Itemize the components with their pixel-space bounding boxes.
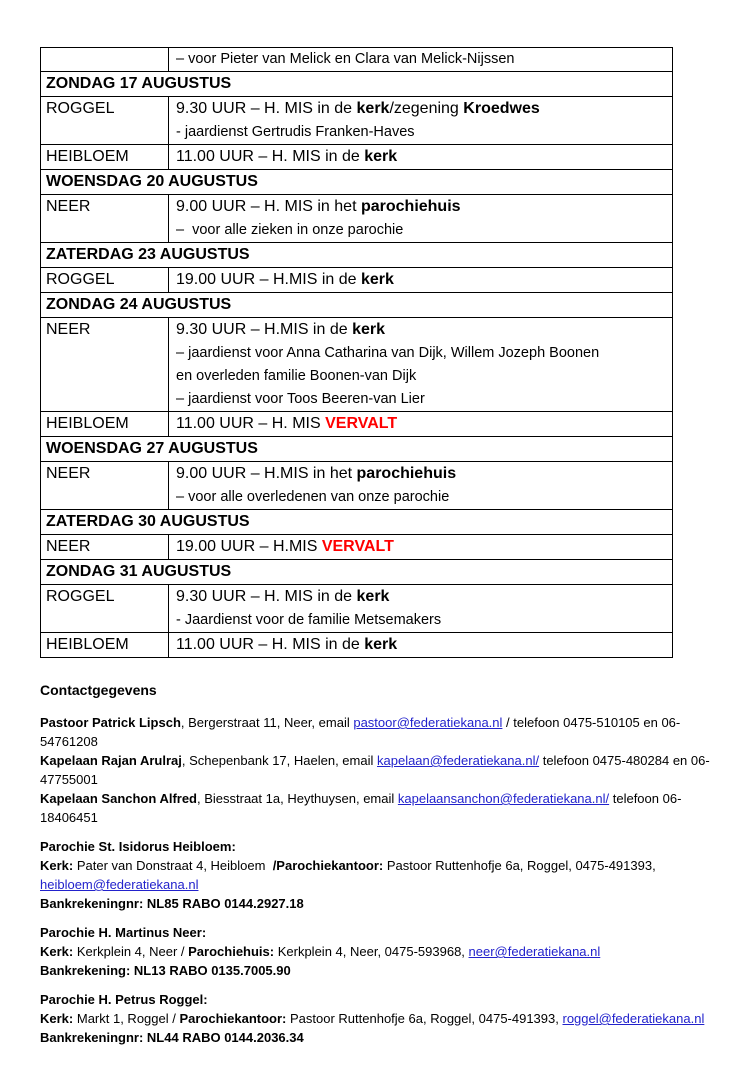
contact-line <box>40 1009 756 1028</box>
service-cell <box>169 318 673 412</box>
service-text-run: – jaardienst voor Anna Catharina van Dijk, Willem Jozeph Boonen <box>176 345 600 361</box>
service-text-run: kerk <box>352 321 385 338</box>
service-text-run: - jaardienst Gertrudis Franken-Haves <box>176 124 415 140</box>
table-entry-row <box>41 412 673 437</box>
service-cell <box>169 48 673 72</box>
contact-text-run: 18406451 <box>40 810 98 825</box>
day-header-cell: WOENSDAG 27 AUGUSTUS <box>41 437 673 462</box>
contact-text-run: Parochiehuis: <box>188 944 275 959</box>
day-header-cell: ZONDAG 24 AUGUSTUS <box>41 293 673 318</box>
service-text-run: 11.00 UUR – H. MIS <box>176 415 326 432</box>
service-time-line <box>176 462 672 486</box>
table-day-row <box>41 243 673 268</box>
service-text-run: – voor alle zieken in onze parochie <box>176 222 404 238</box>
contact-text-run: Bankrekeningnr: NL44 RABO 0144.2036.34 <box>40 1030 304 1045</box>
service-detail-line <box>176 609 672 632</box>
contact-text-run: 54761208 <box>40 734 98 749</box>
service-cell <box>169 97 673 145</box>
service-time-line <box>176 268 672 292</box>
table-entry-row <box>41 318 673 412</box>
service-cell <box>169 462 673 510</box>
table-entry-row <box>41 268 673 293</box>
day-header-cell: ZATERDAG 30 AUGUSTUS <box>41 510 673 535</box>
email-link[interactable]: heibloem@federatiekana.nl <box>40 877 199 892</box>
service-cell <box>169 585 673 633</box>
email-link[interactable]: kapelaansanchon@federatiekana.nl/ <box>397 791 610 806</box>
service-text-run: 9.30 UUR – H. MIS in de <box>176 588 357 605</box>
contact-text-run: Bankrekening: NL13 RABO 0135.7005.90 <box>40 963 291 978</box>
table-day-row <box>41 437 673 462</box>
service-text-run: Kroedwes <box>463 100 540 117</box>
day-header-cell: ZONDAG 17 AUGUSTUS <box>41 72 673 97</box>
service-text-run: kerk <box>360 271 394 288</box>
contact-line <box>40 808 756 827</box>
table-entry-row <box>41 535 673 560</box>
contact-text-run: Kerk: <box>40 1011 74 1026</box>
place-cell: NEER <box>41 462 169 510</box>
service-time-line <box>176 318 672 342</box>
contact-text-run: telefoon 0475-480284 en 06- <box>539 753 710 768</box>
contact-text-run: Kerk: <box>40 944 74 959</box>
day-header-cell: WOENSDAG 20 AUGUSTUS <box>41 170 673 195</box>
contact-block <box>40 990 756 1047</box>
contact-text-run: Parochie St. Isidorus Heibloem: <box>40 839 236 854</box>
service-detail-line <box>176 219 672 242</box>
contact-text-run: telefoon 06- <box>609 791 682 806</box>
day-header-cell: ZATERDAG 23 AUGUSTUS <box>41 243 673 268</box>
contact-text-run: Kapelaan Sanchon Alfred <box>40 791 197 806</box>
contact-text-run: , Biesstraat 1a, Heythuysen, email <box>197 791 398 806</box>
contact-line <box>40 875 756 894</box>
table-entry-row <box>41 48 673 72</box>
contact-line <box>40 732 756 751</box>
contact-line <box>40 1028 756 1047</box>
email-link[interactable]: pastoor@federatiekana.nl <box>353 715 503 730</box>
contact-text-run: Kapelaan Rajan Arulraj <box>40 753 182 768</box>
service-detail-line <box>176 388 672 411</box>
service-time-line <box>176 412 672 436</box>
place-cell: ROGGEL <box>41 268 169 293</box>
table-day-row <box>41 560 673 585</box>
email-link[interactable]: kapelaan@federatiekana.nl/ <box>377 753 540 768</box>
day-header-cell: ZONDAG 31 AUGUSTUS <box>41 560 673 585</box>
email-link[interactable]: roggel@federatiekana.nl <box>562 1011 705 1026</box>
service-detail-line <box>176 342 672 365</box>
service-text-run: parochiehuis <box>360 198 461 215</box>
service-text-run: kerk <box>364 148 398 165</box>
contact-line <box>40 856 756 875</box>
contact-text-run: Pastoor Ruttenhofje 6a, Roggel, 0475-491393, <box>286 1011 563 1026</box>
contact-block <box>40 923 756 980</box>
contact-text-run: Pastoor Patrick Lipsch <box>40 715 181 730</box>
service-text-run: kerk <box>364 636 398 653</box>
service-time-line <box>176 633 672 657</box>
place-cell: NEER <box>41 535 169 560</box>
contact-text-run: Markt 1, Roggel / <box>73 1011 180 1026</box>
contact-line <box>40 751 756 770</box>
contact-line <box>40 990 756 1009</box>
table-day-row <box>41 293 673 318</box>
table-entry-row <box>41 633 673 658</box>
place-cell: ROGGEL <box>41 585 169 633</box>
table-entry-row <box>41 195 673 243</box>
service-time-line <box>176 97 672 121</box>
service-detail-line <box>176 365 672 388</box>
contact-text-run: Parochie H. Petrus Roggel: <box>40 992 208 1007</box>
contact-block <box>40 713 756 827</box>
schedule-table-body <box>41 48 673 658</box>
service-detail-line <box>176 486 672 509</box>
service-text-run: – voor Pieter van Melick en Clara van Melick-Nijssen <box>176 51 515 67</box>
service-text-run: 9.00 UUR – H.MIS in het <box>176 465 357 482</box>
service-text-run: 19.00 UUR – H.MIS in de <box>176 271 361 288</box>
contact-text-run: Pater van Donstraat 4, Heibloem <box>73 858 273 873</box>
contact-line <box>40 942 756 961</box>
service-text-run: kerk <box>356 588 390 605</box>
contact-text-run: Kerkplein 4, Neer / <box>73 944 189 959</box>
service-time-line <box>176 145 672 169</box>
service-text-run: – jaardienst voor Toos Beeren-van Lier <box>176 391 425 407</box>
contact-line <box>40 789 756 808</box>
service-time-line <box>176 195 672 219</box>
service-cell <box>169 268 673 293</box>
service-cell <box>169 633 673 658</box>
service-text-run: 19.00 UUR – H.MIS <box>176 538 322 555</box>
place-cell <box>41 48 169 72</box>
contact-text-run: Pastoor Ruttenhofje 6a, Roggel, 0475-491393, <box>383 858 656 873</box>
contact-line <box>40 770 756 789</box>
contact-text-run: /Parochiekantoor: <box>272 858 384 873</box>
service-text-run: VERVALT <box>325 415 398 432</box>
table-day-row <box>41 72 673 97</box>
contact-section <box>40 682 756 1047</box>
contact-text-run: Kerk: <box>40 858 74 873</box>
service-text-run: parochiehuis <box>356 465 457 482</box>
service-text-run: – voor alle overledenen van onze parochie <box>176 489 450 505</box>
service-text-run: 9.30 UUR – H.MIS in de <box>176 321 353 338</box>
contact-text-run: , Bergerstraat 11, Neer, email <box>180 715 354 730</box>
contact-text-run: Parochiekantoor: <box>179 1011 287 1026</box>
table-entry-row <box>41 585 673 633</box>
contact-line <box>40 894 756 913</box>
service-cell <box>169 195 673 243</box>
place-cell: HEIBLOEM <box>41 145 169 170</box>
contact-block <box>40 837 756 913</box>
service-text-run: kerk <box>356 100 390 117</box>
service-text-run: VERVALT <box>321 538 394 555</box>
schedule-table <box>40 47 673 658</box>
contact-line <box>40 837 756 856</box>
contact-text-run: 47755001 <box>40 772 98 787</box>
contact-heading: Contactgegevens <box>40 682 157 698</box>
contact-text-run: / telefoon 0475-510105 en 06- <box>502 715 681 730</box>
contact-blocks <box>40 713 756 1047</box>
service-text-run: 9.00 UUR – H. MIS in het <box>176 198 361 215</box>
contact-line <box>40 713 756 732</box>
table-entry-row <box>41 97 673 145</box>
service-text-run: 11.00 UUR – H. MIS in de <box>176 148 365 165</box>
service-detail-line <box>176 121 672 144</box>
table-entry-row <box>41 462 673 510</box>
place-cell: ROGGEL <box>41 97 169 145</box>
contact-text-run: Kerkplein 4, Neer, 0475-593968, <box>274 944 469 959</box>
email-link[interactable]: neer@federatiekana.nl <box>468 944 601 959</box>
service-cell <box>169 412 673 437</box>
service-text-run: /zegening <box>389 100 464 117</box>
place-cell: HEIBLOEM <box>41 412 169 437</box>
place-cell: NEER <box>41 195 169 243</box>
contact-text-run: Parochie H. Martinus Neer: <box>40 925 207 940</box>
service-text-run: en overleden familie Boonen-van Dijk <box>176 368 417 384</box>
service-text-run: 9.30 UUR – H. MIS in de <box>176 100 357 117</box>
service-detail-line <box>176 48 672 71</box>
contact-line <box>40 961 756 980</box>
service-text-run: 11.00 UUR – H. MIS in de <box>176 636 365 653</box>
table-day-row <box>41 510 673 535</box>
table-day-row <box>41 170 673 195</box>
table-entry-row <box>41 145 673 170</box>
service-time-line <box>176 535 672 559</box>
contact-text-run: , Schepenbank 17, Haelen, email <box>181 753 377 768</box>
service-time-line <box>176 585 672 609</box>
service-text-run: - Jaardienst voor de familie Metsemakers <box>176 612 442 628</box>
place-cell: NEER <box>41 318 169 412</box>
service-cell <box>169 145 673 170</box>
place-cell: HEIBLOEM <box>41 633 169 658</box>
contact-line <box>40 923 756 942</box>
contact-text-run: Bankrekeningnr: NL85 RABO 0144.2927.18 <box>40 896 304 911</box>
service-cell <box>169 535 673 560</box>
